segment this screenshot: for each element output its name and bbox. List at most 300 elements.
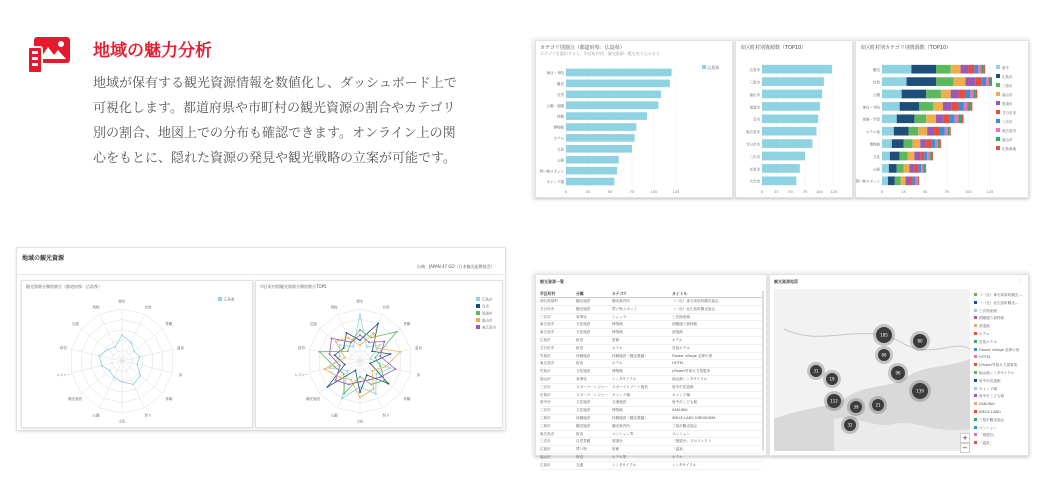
radar-municipality-axis-label: 食: [416, 372, 421, 377]
stack-segment: [888, 176, 895, 185]
table-row[interactable]: [540, 454, 762, 462]
resource-table: [540, 291, 762, 470]
stack-segment: [919, 102, 933, 111]
radar-municipality-point: [339, 344, 341, 346]
stack-segment: [914, 152, 920, 161]
municipality-count-xtick: 125: [830, 190, 838, 194]
radar-municipality-legend-label: 尾道市: [482, 311, 493, 316]
map-cluster-label: 31: [813, 368, 819, 374]
radar-municipality-point: [368, 341, 370, 343]
stack-segment: [882, 77, 907, 86]
municipality-count-label: 大竹市: [749, 179, 760, 184]
table-cell: 「温泉」: [672, 447, 687, 452]
radar-municipality-legend-swatch: [476, 297, 480, 301]
stack-segment: [981, 65, 983, 74]
map-legend-item[interactable]: [974, 410, 1026, 418]
radar-municipality-point: [396, 331, 398, 333]
radar-municipality-point: [359, 397, 361, 399]
map-cluster-label: 19: [829, 376, 835, 382]
stack-label: ホテル他: [866, 130, 880, 135]
radar-municipality-point: [383, 380, 385, 382]
table-cell: 廿日市市: [540, 306, 555, 311]
radar-municipality-point: [359, 345, 361, 347]
map-legend-item[interactable]: [974, 394, 1026, 402]
table-cell: 体験施設: [576, 353, 591, 358]
table-row[interactable]: [540, 446, 762, 454]
stack-segment: [925, 164, 926, 173]
category-ratio-legend: 広島県: [702, 65, 719, 71]
intro-title: 地域の魅力分析: [93, 41, 212, 61]
map-legend-item[interactable]: [974, 433, 1026, 441]
municipality-count-bar: [762, 114, 818, 123]
map-legend-label: 福山港レンタサイクル: [979, 370, 1015, 375]
map-legend-item[interactable]: [974, 371, 1026, 379]
intro-line-1: 地域が保有する観光資源情報を数値化し、ダッシュボード上で: [93, 76, 457, 91]
table-cell: ショップ: [612, 314, 627, 319]
stack-segment: [936, 65, 951, 74]
table-cell: 買い物スポット: [612, 306, 638, 311]
radar-municipality-point: [335, 341, 337, 343]
table-header-cell: カテゴリ: [612, 291, 628, 296]
stack-segment: [936, 77, 954, 86]
radar-municipality-point: [359, 391, 361, 393]
table-cell: 福山市: [540, 454, 551, 459]
stack-legend-swatch: [996, 128, 1000, 132]
radar-municipality-point: [339, 376, 341, 378]
stack-segment: [926, 139, 931, 148]
stack-label: 観光: [873, 68, 880, 73]
radar-municipality-point: [324, 368, 326, 370]
radar-municipality-point: [366, 346, 368, 348]
stack-segment: [924, 152, 927, 161]
municipality-count-label: 三原市: [749, 80, 760, 85]
map-legend-item[interactable]: [974, 301, 1026, 309]
table-cell: 三原市: [540, 423, 551, 428]
stack-segment: [882, 114, 897, 123]
table-cell: 観光施設: [576, 299, 591, 303]
table-row[interactable]: [540, 415, 762, 423]
table-header-cell: 分類: [576, 291, 584, 296]
municipality-count-bar: [762, 176, 796, 185]
stack-segment: [944, 114, 950, 123]
table-row[interactable]: [540, 306, 762, 314]
radar-prefecture-point: [132, 384, 134, 386]
category-ratio-chart: [536, 57, 732, 197]
table-cell: 旅館: [612, 337, 620, 342]
table-cell: 交流施設: [612, 400, 627, 405]
table-cell: （一社）北広島町観光協会: [672, 306, 716, 311]
category-ratio-bar: [566, 167, 617, 175]
stack-segment: [927, 127, 934, 136]
stack-segment: [938, 139, 940, 148]
radar-municipality-point: [350, 341, 352, 343]
radar-municipality-point: [344, 364, 346, 366]
table-row[interactable]: [540, 376, 762, 384]
stack-legend-swatch: [996, 65, 1000, 69]
radar-prefecture-axis-label: 歴史: [118, 299, 126, 304]
map-cluster-label: 185: [880, 332, 888, 338]
radar-municipality-point: [395, 368, 397, 370]
table-cell: 展望台: [612, 439, 623, 444]
radar-municipality-axis-label: 温泉: [414, 346, 422, 351]
table-row[interactable]: [540, 384, 762, 392]
stack-label: 公館: [873, 167, 880, 172]
table-row[interactable]: [540, 321, 762, 329]
radar-municipality-axis-label: 自然: [382, 305, 390, 310]
table-row[interactable]: [540, 353, 762, 361]
table-cell: 広島市: [540, 337, 551, 342]
table-cell: 博物館: [612, 330, 623, 335]
stack-xtick: 100: [965, 190, 972, 194]
table-row[interactable]: [540, 399, 762, 407]
table-cell: スポーツリゾート施設: [612, 384, 648, 389]
map-legend-item[interactable]: [974, 402, 1026, 410]
table-row[interactable]: [540, 368, 762, 376]
map-legend-item[interactable]: [974, 418, 1026, 426]
municipality-category-title: 市区町村別カテゴリ別資源数（TOP10）: [860, 45, 952, 51]
radar-municipality-point: [359, 334, 361, 336]
radar-prefecture-point: [109, 370, 111, 372]
radar-prefecture-axis-label: 体験: [165, 396, 173, 401]
table-cell: 府中市: [540, 400, 551, 405]
zoom-out-button[interactable]: −: [960, 443, 970, 453]
radar-municipality-point: [370, 337, 372, 339]
table-row[interactable]: [540, 360, 762, 368]
stack-segment: [950, 114, 955, 123]
stack-xtick: 50: [922, 190, 928, 194]
radar-municipality-legend-label: 福山市: [482, 318, 493, 323]
radar-prefecture-point: [130, 341, 132, 343]
map-legend-label: 酒造館: [979, 324, 990, 329]
stack-label: 買い物スポット: [855, 179, 880, 184]
table-cell: 食事処: [576, 314, 587, 319]
stack-segment: [978, 65, 981, 74]
radar-municipality-point: [368, 379, 370, 381]
radar-prefecture-point: [107, 349, 109, 351]
category-ratio-label: 公園・庭園: [546, 103, 564, 108]
stack-segment: [933, 102, 943, 111]
table-cell: 三次市: [540, 314, 551, 319]
table-cell: 文化施設: [576, 330, 591, 335]
table-cell: HOTEL: [672, 361, 684, 366]
municipality-count-label: 広島市: [749, 68, 760, 73]
radar-municipality-point: [374, 357, 376, 359]
table-row[interactable]: [540, 431, 762, 439]
stack-segment: [894, 127, 909, 136]
table-row[interactable]: [540, 314, 762, 322]
stack-segment: [920, 139, 926, 148]
radar-prefecture-point: [101, 365, 103, 367]
radar-municipality-point: [343, 373, 345, 375]
radar-municipality-legend-swatch: [476, 304, 480, 308]
radar-prefecture-point: [114, 346, 116, 348]
radar-municipality-legend-label: 東広島市: [482, 325, 496, 330]
radar-prefecture-point: [139, 375, 141, 377]
radar-municipality-point: [390, 353, 392, 355]
analysis-icon: [26, 35, 74, 79]
map-legend-label: SMILE-LABO: [979, 409, 1001, 414]
stack-segment: [951, 65, 961, 74]
category-ratio-bar: [566, 145, 632, 153]
stack-segment: [926, 90, 941, 99]
table-cell: 交通: [576, 462, 584, 467]
municipality-count-label: 三次市: [749, 154, 760, 159]
radar-municipality-point: [329, 367, 331, 369]
radar-municipality-point: [359, 339, 361, 341]
radar-municipality-point: [384, 366, 386, 368]
stack-legend-label: 三次市: [1002, 120, 1013, 124]
table-row[interactable]: [540, 337, 762, 345]
stack-segment: [936, 114, 944, 123]
stack-segment: [962, 114, 964, 123]
radar-municipality-legend-swatch: [476, 311, 480, 315]
radar-prefecture-axis-label: 文化: [118, 419, 126, 424]
municipality-count-label: 呉市: [753, 117, 760, 122]
stack-legend-label: 広島市: [1002, 75, 1013, 79]
stack-segment: [904, 164, 910, 173]
stack-label: 文化: [873, 154, 880, 159]
radar-municipality-axis-label: 交通: [309, 322, 317, 327]
radar-municipality-point: [371, 370, 373, 372]
table-cell: 宿泊: [576, 431, 584, 436]
table-cell: 文化施設: [576, 369, 591, 374]
resource-table-panel: [535, 274, 767, 467]
stack-segment: [921, 164, 923, 173]
map-legend-swatch: [974, 441, 977, 444]
radar-prefecture-axis-label: 交通: [71, 322, 79, 327]
stack-segment: [923, 164, 925, 173]
radar-municipality-point: [343, 347, 345, 349]
table-cell: 福山港レンタサイクル: [672, 376, 708, 381]
category-ratio-xtick: 100: [650, 190, 658, 194]
table-scrollbar[interactable]: [762, 291, 764, 451]
map-legend-label: キャンプ場: [979, 386, 997, 391]
table-cell: キャンプ場: [672, 392, 690, 397]
stack-segment: [912, 176, 915, 185]
table-cell: 宿泊: [576, 454, 584, 459]
map-legend-item[interactable]: [974, 293, 1026, 301]
map-legend-label: ホテル: [979, 331, 990, 336]
map-legend-swatch: [974, 402, 977, 405]
table-cell: 宿泊: [576, 361, 584, 366]
category-ratio-label: 神社・寺院: [546, 71, 564, 76]
municipality-count-xtick: 0: [760, 190, 764, 194]
zoom-in-button[interactable]: +: [960, 433, 970, 443]
stack-segment: [943, 102, 952, 111]
stack-segment: [973, 90, 975, 99]
stack-legend-swatch: [996, 74, 1000, 78]
stack-segment: [959, 90, 966, 99]
stack-segment: [890, 152, 900, 161]
table-cell: 観光施設: [576, 423, 591, 428]
category-ratio-bar: [566, 101, 658, 109]
radar-prefecture-point: [113, 376, 115, 378]
resource-map[interactable]: [774, 289, 970, 451]
map-legend-item[interactable]: [974, 340, 1026, 348]
table-cell: 府中市武道館: [672, 384, 694, 389]
table-cell: ペンション: [672, 431, 690, 436]
radar-municipality-point: [375, 347, 377, 349]
radar-municipality-point: [375, 393, 377, 395]
table-cell: 文化施設: [576, 408, 591, 413]
municipality-count-xtick: 25: [774, 190, 779, 194]
table-cell: ペンション等: [612, 431, 634, 436]
intro-line-3: 別の割合、地図上での分布も確認できます。オンライン上の関: [93, 126, 456, 141]
category-ratio-label: 公館: [557, 158, 564, 163]
map-legend-item[interactable]: [974, 348, 1026, 356]
map-legend-swatch: [974, 293, 977, 296]
map-legend-item[interactable]: [974, 363, 1026, 371]
table-cell: 東広島市: [540, 431, 555, 436]
table-row[interactable]: [540, 423, 762, 431]
map-legend-swatch: [974, 387, 977, 390]
map-cluster-label: 112: [830, 398, 838, 404]
stack-segment: [986, 77, 989, 86]
stack-segment: [906, 176, 910, 185]
intro-line-4: 心をもとに、隠れた資源の発見や観光戦略の立案が可能です。: [93, 151, 456, 166]
table-cell: 体験施設（観光農園）: [612, 415, 648, 420]
map-legend-swatch: [974, 324, 977, 327]
stack-label: 神社・寺院: [862, 105, 880, 110]
stack-segment: [959, 102, 964, 111]
map-legend-label: J-Power竹原火力発電所: [979, 363, 1018, 368]
resource-map-title: 観光資源地図: [774, 279, 798, 284]
municipality-count-bar: [762, 77, 824, 86]
table-cell: 体験施設（観光農園）: [612, 353, 648, 358]
radar-prefecture-axis-label: 宿泊: [60, 346, 68, 351]
table-cell: 東広島市: [540, 330, 555, 335]
radar-municipality-point: [335, 380, 337, 382]
table-row[interactable]: [540, 298, 762, 306]
table-cell: 庄原市: [540, 392, 551, 397]
map-legend-label: Flower village 花夢の里: [979, 347, 1020, 352]
table-cell: 三次市: [540, 408, 551, 413]
map-menu-icon[interactable]: ⋮: [1018, 278, 1022, 283]
table-cell: 広島市: [540, 447, 551, 452]
radar-municipality-point: [379, 376, 381, 378]
stack-segment: [983, 65, 985, 74]
stack-segment: [902, 90, 927, 99]
radar-municipality-axis-label: 歴史: [356, 299, 364, 304]
table-row[interactable]: [540, 345, 762, 353]
table-cell: ホテル: [672, 454, 683, 459]
radar-prefecture-axis-label: 観光施設: [68, 396, 83, 401]
municipality-count-label: 東広島市: [746, 130, 760, 135]
stack-segment: [882, 90, 902, 99]
map-legend-item[interactable]: [974, 332, 1026, 340]
stack-segment: [951, 90, 959, 99]
table-cell: ホテル: [612, 361, 623, 366]
radar-prefecture-point: [121, 334, 123, 336]
stack-legend-swatch: [996, 92, 1000, 96]
municipality-count-bar: [762, 127, 816, 136]
radar-municipality-point: [339, 365, 341, 367]
radar-municipality-legend-label: 広島市: [482, 297, 493, 302]
municipality-count-xtick: 100: [815, 190, 823, 194]
table-row[interactable]: [540, 462, 762, 470]
map-cluster-label: 139: [916, 388, 924, 394]
radar-prefecture-point: [98, 355, 100, 357]
stack-segment: [963, 102, 967, 111]
map-legend-item[interactable]: [974, 324, 1026, 332]
table-cell: 博物館: [612, 322, 623, 327]
table-row[interactable]: [540, 392, 762, 400]
map-legend-label: 「展望台」: [979, 433, 997, 438]
dashboard-category-screenshot: [533, 38, 1029, 198]
table-header-cell: タイトル: [672, 291, 688, 296]
stack-segment: [981, 77, 986, 86]
table-cell: キャンプ場: [612, 392, 630, 397]
category-ratio-subtitle: カテゴリを選択すると、市区町村別・観光資源一覧を絞り込みます: [540, 51, 660, 56]
radar-municipality-axis-label: 体験: [403, 396, 411, 401]
radar-municipality-point: [359, 329, 361, 331]
radar-municipality-point: [373, 332, 375, 334]
category-ratio-bar: [566, 112, 647, 120]
table-cell: 東広島市: [540, 322, 555, 327]
municipality-count-label: 福山市: [749, 92, 760, 97]
map-legend: [974, 293, 1026, 449]
radar-prefecture-axis-label: 食: [178, 372, 183, 377]
table-row[interactable]: [540, 407, 762, 415]
category-ratio-panel: [535, 40, 733, 198]
category-ratio-xtick: 0: [564, 190, 568, 194]
radar-municipality-axis-label: レジャー: [294, 372, 309, 377]
radar-municipality-point: [341, 398, 343, 400]
municipality-count-label: 廿日市市: [746, 142, 760, 147]
table-row[interactable]: [540, 438, 762, 446]
radar-municipality-point: [346, 332, 348, 334]
radar-municipality-point: [339, 355, 341, 357]
table-cell: スポーツ・レジャー: [576, 392, 609, 397]
map-legend-item[interactable]: [974, 355, 1026, 363]
radar-municipality-point: [347, 350, 349, 352]
stack-legend-swatch: [996, 146, 1000, 150]
radar-municipality-point: [344, 357, 346, 359]
stack-segment: [959, 114, 962, 123]
resource-map-panel: [769, 274, 1029, 456]
stack-segment: [965, 77, 975, 86]
radar-municipality-point: [371, 350, 373, 352]
category-ratio-bar: [566, 178, 614, 186]
radar-municipality-point: [327, 386, 329, 388]
stack-segment: [991, 77, 992, 86]
map-legend-item[interactable]: [974, 441, 1026, 449]
table-cell: レンタサイクル: [612, 376, 637, 381]
stack-legend-swatch: [996, 83, 1000, 87]
map-cluster-label: 68: [881, 352, 887, 358]
radar-municipality-legend-label: 呉市: [482, 304, 489, 309]
stack-segment: [968, 65, 974, 74]
radar-municipality-point: [369, 358, 371, 360]
table-cell: 体験施設: [576, 415, 591, 420]
category-ratio-xtick: 125: [672, 190, 680, 194]
map-legend-swatch: [974, 426, 977, 429]
map-legend-swatch: [974, 394, 977, 397]
stack-segment: [904, 139, 913, 148]
radar-municipality-legend-swatch: [476, 325, 480, 329]
map-legend-item[interactable]: [974, 379, 1026, 387]
map-legend-label: （一社）北広島町観光...: [979, 300, 1019, 305]
table-row[interactable]: [540, 329, 762, 337]
stack-xtick: 0: [880, 190, 884, 194]
stack-segment: [950, 127, 951, 136]
radar-prefecture-point: [133, 350, 135, 352]
municipality-count-label: 尾道市: [749, 105, 760, 110]
stack-segment: [918, 176, 919, 185]
radar-municipality-point: [329, 353, 331, 355]
radar-panel-prefecture: [21, 280, 253, 428]
radar-prefecture-point: [121, 381, 123, 383]
